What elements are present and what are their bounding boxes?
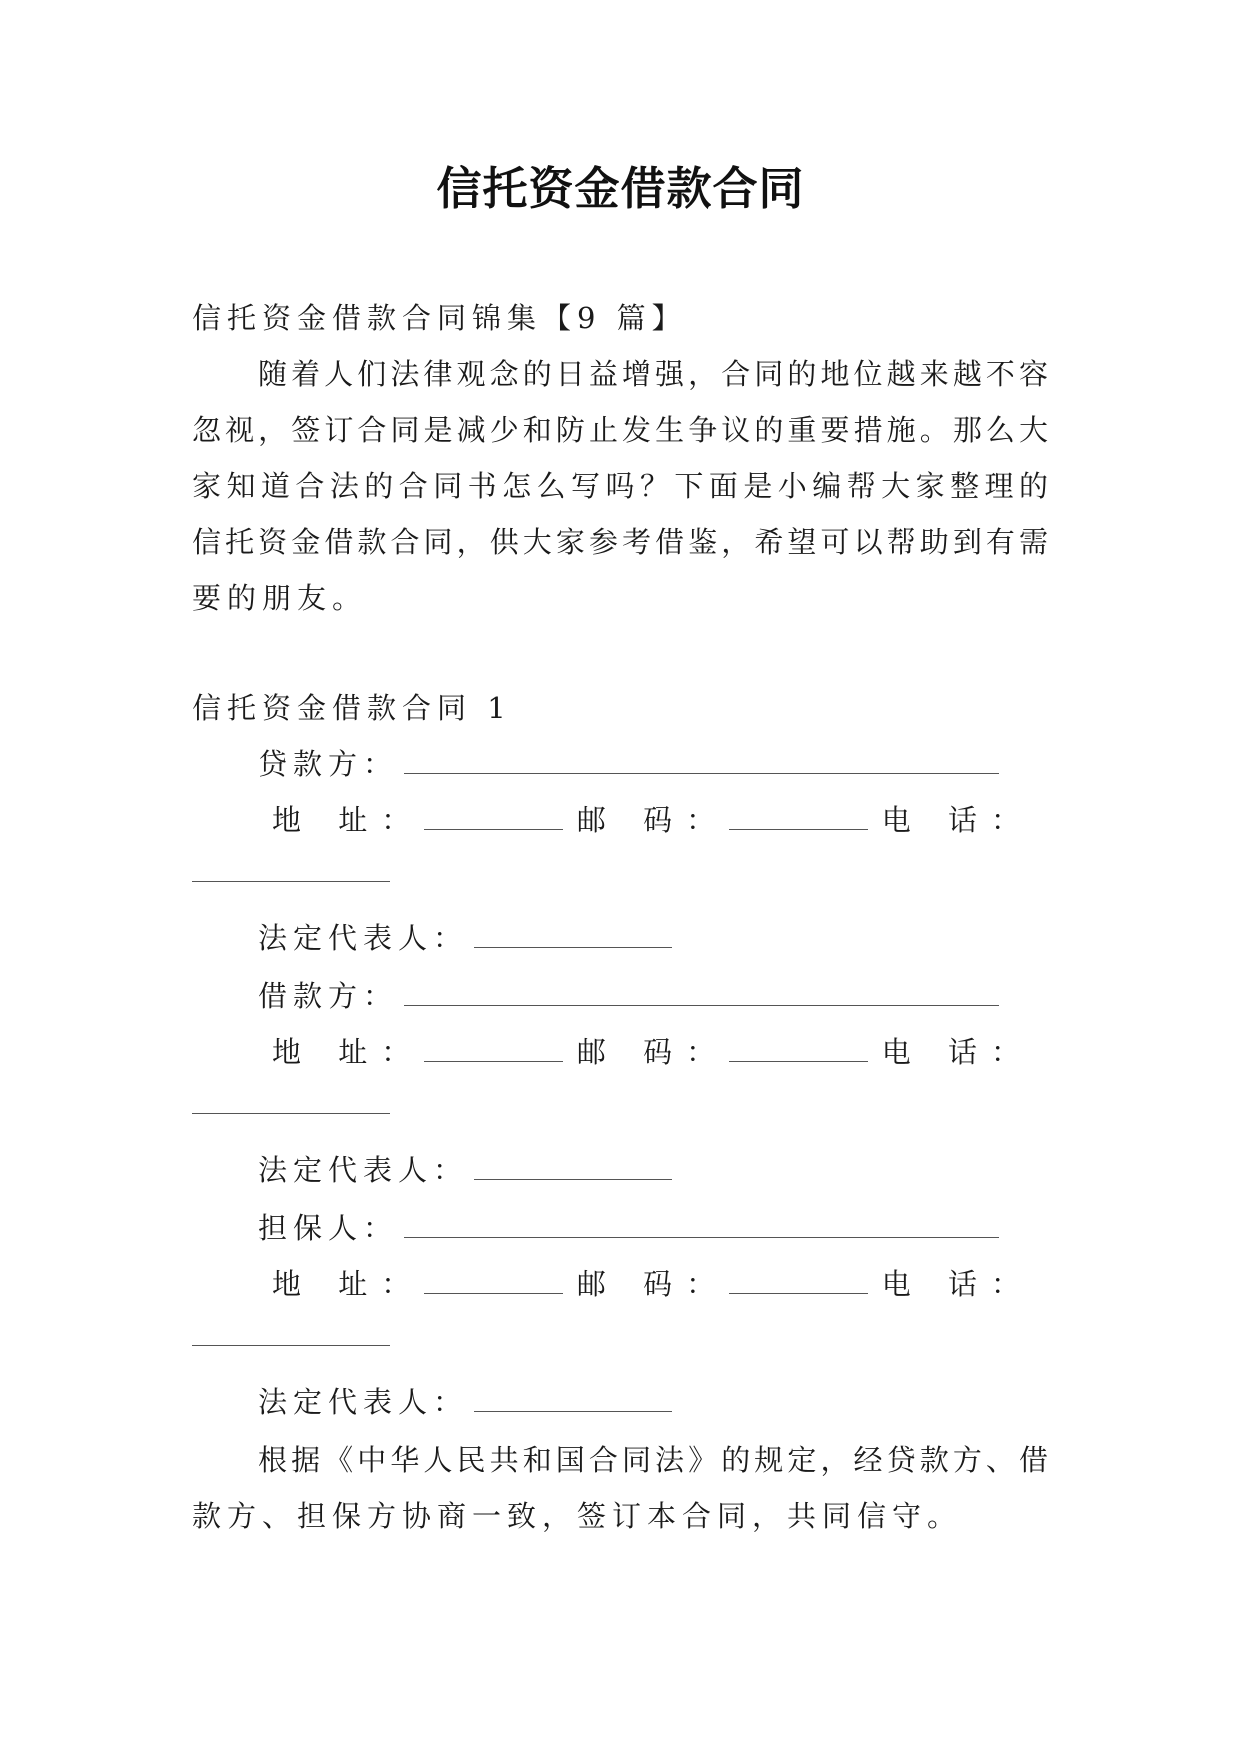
postcode-blank bbox=[729, 1267, 868, 1294]
postcode-blank bbox=[729, 803, 868, 830]
lender-legal-rep-row bbox=[258, 918, 1052, 958]
address-blank bbox=[424, 1267, 563, 1294]
guarantor-contact-row bbox=[272, 1264, 1034, 1304]
intro-line: 忽视，签订合同是减少和防止发生争议的重要措施。那么大 bbox=[192, 413, 1052, 447]
phone-label: 电 话： bbox=[881, 1035, 1034, 1069]
phone-blank bbox=[192, 1112, 390, 1114]
borrower-label: 借款方： bbox=[258, 979, 399, 1013]
guarantor-label: 担保人： bbox=[258, 1211, 399, 1245]
phone-blank bbox=[192, 1344, 390, 1346]
borrower-row bbox=[258, 976, 1052, 1016]
intro-line: 信托资金借款合同，供大家参考借鉴，希望可以帮助到有需 bbox=[192, 525, 1052, 559]
postcode-blank bbox=[729, 1035, 868, 1062]
lender-contact-row bbox=[272, 800, 1034, 840]
postcode-label: 邮 码： bbox=[576, 803, 730, 837]
address-blank bbox=[424, 803, 563, 830]
section-title: 信托资金借款合同 1 bbox=[192, 691, 512, 725]
guarantor-row bbox=[258, 1208, 1052, 1248]
closing-line: 款方、担保方协商一致，签订本合同，共同信守。 bbox=[192, 1499, 963, 1533]
lender-name-blank bbox=[404, 747, 999, 774]
borrower-contact-row bbox=[272, 1032, 1034, 1072]
intro-heading: 信托资金借款合同锦集【9 篇】 bbox=[192, 301, 687, 335]
phone-label: 电 话： bbox=[881, 803, 1034, 837]
address-label: 地 址： bbox=[272, 803, 425, 837]
legal-rep-label: 法定代表人： bbox=[258, 1153, 469, 1187]
phone-blank bbox=[192, 880, 390, 882]
postcode-label: 邮 码： bbox=[576, 1035, 730, 1069]
address-label: 地 址： bbox=[272, 1035, 425, 1069]
document-title: 信托资金借款合同 bbox=[436, 162, 805, 215]
legal-rep-label: 法定代表人： bbox=[258, 1385, 469, 1419]
intro-line: 家知道合法的合同书怎么写吗？下面是小编帮大家整理的 bbox=[192, 469, 1052, 503]
legal-rep-blank bbox=[474, 1385, 672, 1412]
lender-label: 贷款方： bbox=[258, 747, 399, 781]
guarantor-name-blank bbox=[404, 1211, 999, 1238]
borrower-legal-rep-row bbox=[258, 1150, 1052, 1190]
postcode-label: 邮 码： bbox=[576, 1267, 730, 1301]
address-label: 地 址： bbox=[272, 1267, 425, 1301]
address-blank bbox=[424, 1035, 563, 1062]
closing-line: 根据《中华人民共和国合同法》的规定，经贷款方、借 bbox=[258, 1443, 1052, 1477]
intro-line: 随着人们法律观念的日益增强，合同的地位越来越不容 bbox=[258, 357, 1052, 391]
legal-rep-blank bbox=[474, 921, 672, 948]
legal-rep-blank bbox=[474, 1153, 672, 1180]
lender-row bbox=[258, 744, 1052, 784]
borrower-name-blank bbox=[404, 979, 999, 1006]
legal-rep-label: 法定代表人： bbox=[258, 921, 469, 955]
guarantor-legal-rep-row bbox=[258, 1382, 1052, 1422]
phone-label: 电 话： bbox=[881, 1267, 1034, 1301]
intro-line: 要的朋友。 bbox=[192, 581, 368, 615]
